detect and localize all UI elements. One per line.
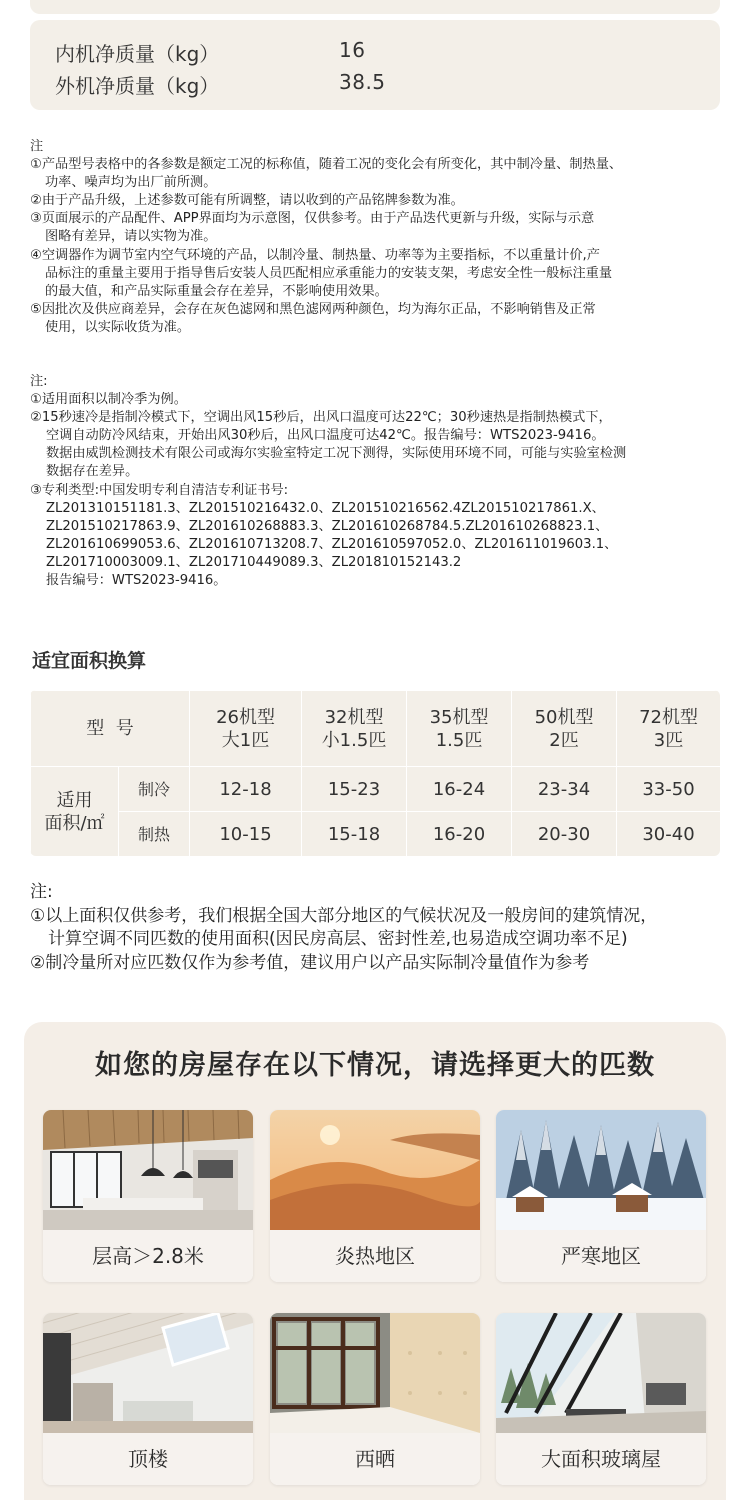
patent-line: ZL201610699053.6、ZL201610713208.7、ZL201610597052.0、ZL201611019603.1、	[46, 536, 618, 552]
note-line: 的最大值，和产品实际重量会存在差异，不影响使用效果。	[45, 283, 388, 299]
model-name: 35机型	[429, 706, 489, 728]
note-line: 使用，以实际收货为准。	[45, 319, 191, 335]
model-hp: 大1匹	[221, 729, 270, 751]
area-header: 适用 面积/㎡	[31, 767, 119, 857]
model-col-32	[302, 691, 407, 767]
note-line: ④空调器作为调节室内空气环境的产品，以制冷量、制热量、功率等为主要指标，不以重量计价,产	[30, 247, 600, 263]
report-number: 报告编号：WTS2023-9416。	[46, 573, 227, 589]
mode-label-cooling: 制冷	[119, 767, 190, 812]
attic-room-image	[43, 1313, 253, 1433]
indoor-weight-value: 16	[339, 38, 366, 62]
model-col-35	[407, 691, 512, 767]
outdoor-weight-value: 38.5	[339, 70, 386, 94]
area-value: 10-15	[190, 812, 302, 857]
card-caption: 大面积玻璃屋	[496, 1433, 706, 1485]
card-caption: 炎热地区	[270, 1230, 480, 1282]
note-line: ①适用面积以制冷季为例。	[30, 392, 187, 408]
card-caption: 顶楼	[43, 1433, 253, 1485]
note-line: 图略有差异，请以实物为准。	[45, 229, 217, 245]
model-name: 32机型	[324, 706, 384, 728]
note-line: ⑤因批次及供应商差异，会存在灰色滤网和黑色滤网两种颜色，均为海尔正品，不影响销售及正常	[30, 301, 596, 317]
spec-notes	[30, 373, 626, 590]
high-ceiling-kitchen-image	[43, 1110, 253, 1230]
indoor-weight-row	[55, 38, 365, 67]
area-value: 20-30	[512, 812, 617, 857]
area-value: 16-24	[407, 767, 512, 812]
desert-dunes-image	[270, 1110, 480, 1230]
note-line: 注:	[30, 374, 48, 389]
heating-row	[31, 812, 721, 857]
card-west-sun	[270, 1313, 480, 1485]
area-value: 30-40	[617, 812, 720, 857]
note-line: 数据存在差异。	[46, 464, 139, 480]
note-line: 数据由威凯检测技术有限公司或海尔实验室特定工况下测得，实际使用环境不同，可能与实验室检测	[46, 446, 627, 462]
model-name: 50机型	[534, 706, 594, 728]
area-conversion-table	[30, 690, 720, 856]
note-line: 注:	[30, 882, 53, 902]
cooling-row	[31, 767, 721, 812]
card-hot-region	[270, 1110, 480, 1282]
model-hp: 1.5匹	[435, 729, 483, 751]
model-header: 型 号	[31, 691, 190, 767]
area-notes	[30, 881, 657, 975]
patent-line: ZL201710003009.1、ZL201710449089.3、ZL201810152143.2	[46, 554, 462, 570]
model-hp: 3匹	[653, 729, 684, 751]
note-line: ②由于产品升级，上述参数可能有所调整，请以收到的产品铭牌参数为准。	[30, 193, 464, 209]
situations-title: 如您的房屋存在以下情况，请选择更大的匹数	[95, 1050, 655, 1081]
model-name: 72机型	[639, 706, 698, 728]
card-caption: 严寒地区	[496, 1230, 706, 1282]
outdoor-weight-row	[55, 70, 386, 99]
area-value: 33-50	[617, 767, 720, 812]
weight-panel	[30, 20, 720, 110]
product-notes	[30, 138, 622, 337]
snowy-village-image	[496, 1110, 706, 1230]
glass-house-image	[496, 1313, 706, 1433]
note-line: ②制冷量所对应匹数仅作为参考值，建议用户以产品实际制冷量值作为参考	[30, 952, 590, 973]
card-caption: 西晒	[270, 1433, 480, 1485]
card-cold-region	[496, 1110, 706, 1282]
outdoor-weight-label: 外机净质量（kg）	[55, 74, 220, 98]
model-col-26	[190, 691, 302, 767]
model-name: 26机型	[216, 706, 275, 728]
note-line: ②15秒速冷是指制冷模式下，空调出风15秒后，出风口温度可达22℃；30秒速热是指制热模式下，	[30, 410, 612, 426]
model-hp: 2匹	[549, 729, 579, 751]
mode-label-heating: 制热	[119, 812, 190, 857]
note-line: 功率、噪声均为出厂前所测。	[45, 175, 217, 191]
area-value: 12-18	[190, 767, 302, 812]
note-line: 计算空调不同匹数的使用面积(因民房高层、密封性差,也易造成空调功率不足)	[48, 929, 628, 949]
conversion-title: 适宜面积换算	[32, 650, 147, 672]
card-glass-house	[496, 1313, 706, 1485]
model-col-50	[512, 691, 617, 767]
note-line: 注	[30, 139, 44, 154]
indoor-weight-label: 内机净质量（kg）	[55, 42, 220, 66]
card-top-floor	[43, 1313, 253, 1485]
area-value: 15-23	[302, 767, 407, 812]
area-value: 23-34	[512, 767, 617, 812]
card-high-ceiling	[43, 1110, 253, 1282]
card-caption: 层高＞2.8米	[43, 1230, 253, 1282]
patent-line: ZL201310151181.3、ZL201510216432.0、ZL201510216562.4ZL201510217861.X、	[46, 500, 605, 516]
model-col-72	[617, 691, 720, 767]
note-line: 品标注的重量主要用于指导售后安装人员匹配相应承重能力的安装支架，考虑安全性一般标注重量	[45, 265, 613, 281]
top-panel-edge	[30, 0, 720, 14]
note-line: ①产品型号表格中的各参数是额定工况的标称值，随着工况的变化会有所变化，其中制冷量、制热量、	[30, 157, 623, 173]
note-line: ①以上面积仅供参考，我们根据全国大部分地区的气候状况及一般房间的建筑情况，	[30, 905, 658, 926]
note-line: ③页面展示的产品配件、APP界面均为示意图，仅供参考。由于产品迭代更新与升级，实际与示意	[30, 211, 595, 227]
area-value: 15-18	[302, 812, 407, 857]
model-hp: 小1.5匹	[321, 729, 387, 751]
area-value: 16-20	[407, 812, 512, 857]
note-line: 空调自动防冷风结束，开始出风30秒后，出风口温度可达42℃。报告编号：WTS2023-9416。	[46, 428, 605, 444]
note-line: ③专利类型:中国发明专利自清洁专利证书号:	[30, 482, 289, 498]
west-sun-window-image	[270, 1313, 480, 1433]
patent-line: ZL201510217863.9、ZL201610268883.3、ZL201610268784.5.ZL201610268823.1、	[46, 518, 609, 534]
